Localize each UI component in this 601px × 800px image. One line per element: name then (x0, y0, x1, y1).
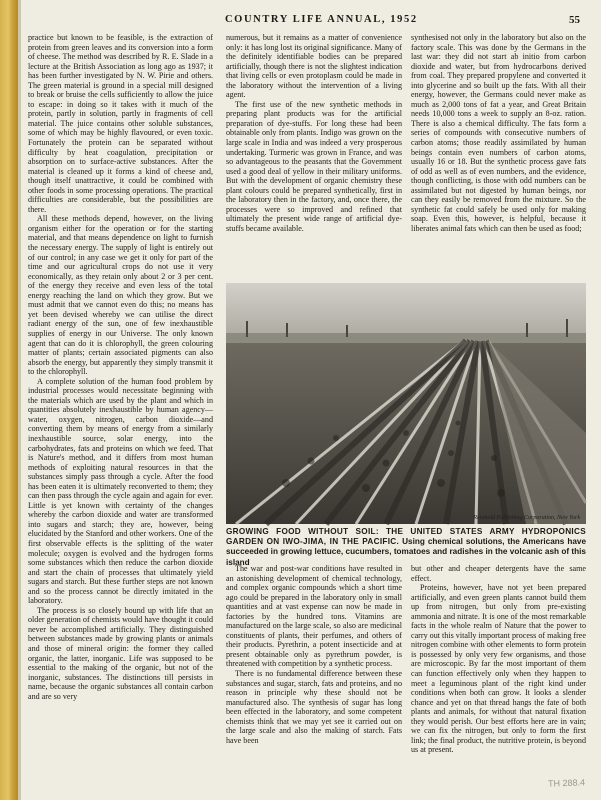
paragraph: The process is so closely bound up with life that an older generation of chemists would have thought it could never be accomplished artificially. They distinguished between substances made by growing plants or animals and those of mineral origin: the former they called organic, the latter, inorganic. Life was supposed to be essential to the making of the organic, but not of the inorganic, substances. The distinctions till persists in name, because the organic substances all contain carbon and are so very (28, 605, 213, 701)
paragraph: The first use of the new synthetic methods in preparing plant products was for the artificial preparation of dye-stuffs. For long these had been obtainable only from plants. Indigo was grown on the large scale in India and was indeed a very prosperous undertaking. Turmeric was grown in France, and was so advantageous to the peasants that the Government used a good deal of yellow in their military uniforms. But with the development of organic chemistry these plant colours could be prepared synthetically, first in the laboratory then in the factory, and, once there, the processes were so improved and refined that ultimately the present wide range of artificial dye-stuffs became available. (226, 99, 402, 233)
page-number: 55 (569, 14, 580, 26)
paragraph: A complete solution of the human food problem by industrial processes would necessitate beginning with the materials which are used by the plant and which in quantities absolutely inexhaustible by human agency—water, oxygen, nitrogen, carbon dioxide—and converting them by means of energy from a similarly inexhaustible source, solar energy, into the carbohydrates, fats and proteins on which we feed. That is Nature's method, and it differs from most human methods of exploiting natural resources in that the substances simply pass through a cycle. After the food has been eaten it is ultimately reconverted to them; they can then pass through the cycle again and again for ever. Little is yet known with certainty of the changes whereby the carbon dioxide and water are transformed into sugars and starch; they are, however, being elucidated by the Stanford and other workers. One of the first observable effects is the splitting of the water molecule; oxygen is evolved and the hydrogen forms some substances which then reduce the carbon dioxide and start the chain of processes that ultimately yield sugars and starch. But these further steps are not known and so the process cannot be directly imitated in the laboratory. (28, 376, 213, 606)
archive-stamp: TH 288.4 (547, 777, 586, 789)
photo-caption (226, 527, 586, 567)
column-middle-bottom (226, 564, 402, 786)
column-right-bottom (411, 564, 586, 789)
paragraph: The war and post-war conditions have resulted in an astonishing development of chemical technology, and complex organic compounds which a short time ago could be prepared in the laboratory only in small quantities and at vast expense can now be made in factories by the hundred tons. Vitamins are manufactured on the large scale, so also are medicinal constituents of plants, their perfumes, and others of their products. Pyrethrin, a potent insecticide and at present obtainable only as pyrethrum powder, is threatened with competition by a synthetic process. (226, 564, 402, 669)
binding-shadow (18, 0, 21, 800)
hydroponics-garden-photo (226, 283, 586, 524)
running-title: COUNTRY LIFE ANNUAL, 1952 (225, 14, 418, 25)
photo-credit: Reinhold Publishing Corporation, New York (473, 515, 580, 521)
caption-headline: GROWING FOOD WITHOUT SOIL: THE UNITED STATES ARMY HYDROPONICS GARDEN ON IWO-JIMA, IN THE PACIFIC. (226, 527, 586, 547)
paragraph: All these methods depend, however, on the living organism either for the operation or for the starting material, and that means dependence on light to furnish the necessary energy. The supply of light is entirely out of our control; in any case we get it only for part of the time and our agricultural crops do not use it very economically, as they retain only about 2 or 3 per cent. of the energy they receive and even less of the total energy reaching the land on which they grow. But we must admit that we cannot even do this; no means has yet been devised whereby we can utilise the direct radiant energy of the sun, one of few inexhaustible supplies of energy in our Universe. The only known agent that can do it is chlorophyll, the green colouring matter of plants; certain associated pigments can also absorb the energy, but apparently they simply transmit it to the chlorophyll. (28, 214, 213, 377)
paragraph: There is no fundamental difference between these substances and sugar, starch, fats and proteins, and no reason in principle why these should not be manufactured also. The synthesis of sugar has long been effected in the laboratory, and some competent chemists think that we may yet see it carried out on the large scale and also the making of starch. Fats have been (226, 669, 402, 745)
paragraph: Proteins, however, have not yet been prepared artificially, and even green plants cannot build them up from nitrogen, but only from pre-existing ammonia and nitrate. It is one of the most remarkable facts in the whole realm of Nature that the power to carry out this vitally important process of making free nitrogen combine with other elements to form protein is possessed by only very few organisms, and those are microscopic. By far the most important of them can function effectively only when they happen to meet a leguminous plant of the right kind under conditions when both can grow. It looks a slender chance and yet on that thread hangs the fate of both plants and animals, for without that natural fixation they would perish. Our best efforts here are in vain; we can fix the nitrogen, but only to form the first link; the final product, the nutritive protein, is beyond us at present. (411, 583, 586, 755)
photo-illustration (226, 283, 586, 524)
gold-binding-edge (0, 0, 18, 800)
paragraph: practice but known to be feasible, is the extraction of protein from green leaves and its conversion into a form of cheese. The method was described by R. E. Slade in a lecture at the British Association as long ago as 1937; it has been further investigated by N. W. Pirie and others. The green material is ground in a special mill designed to break or bruise the cells sufficiently to allow the juice to escape: in doing so it takes with it much of the protein, partly in solution, partly in fragments of cell material. The juice contains other soluble substances, some of which may be highly flavoured, or even toxic. Fortunately the protein can be separated without difficulty by heat coagulation, precipitation or absorption on to surface-active substances. After the material is cleaned up it forms a kind of cheese and, though itself unattractive, it could be combined with other foods in some processing operations. The practical difficulties are considerable, but the possibilities are there. (28, 33, 213, 214)
column-left (28, 33, 213, 785)
paragraph: but other and cheaper detergents have the same effect. (411, 564, 586, 583)
column-middle-top (226, 33, 402, 273)
paragraph: synthesised not only in the laboratory but also on the factory scale. This was done by the Germans in the last war: they did not start ab initio from carbon dioxide and water, but from hydrocarbons derived from coal. They prepared propylene and converted it into glycerine and so built up the fats. With all their energy, however, the Germans could never make as much as 2,000 tons of fat a year, and Great Britain needs 10,000 tons a week to supply an 8-oz. ration. There is also a chemical difficulty. The fats form a series of compounds with consecutive numbers of carbon atoms; those readily assimilated by human beings contain even numbers of carbon atoms, usually 16 or 18. But the synthetic process gave fats of odd as well as of even numbers, and the evidence, though conflicting, is those with odd numbers can be assimilated but not digested by human beings, nor can they easily be removed from the mixture. So the synthetic fat could safely be used only for making soap. Even this, however, is helpful, because it liberates animal fats which can then be used as food; (411, 33, 586, 233)
caption-body: Using chemical solutions, the Americans have succeeded in growing lettuce, cucumbers, tomatoes and radishes in the volcanic ash of this island (226, 537, 586, 567)
running-header (225, 14, 580, 28)
column-right-top (411, 33, 586, 273)
paragraph: numerous, but it remains as a matter of convenience only: it has long lost its original significance. Many of the definitely identifiable bodies can be prepared artificially, though there is not the slightest indication that living cells or even protoplasm could be made in the laboratory without the intervention of a living agent. (226, 33, 402, 100)
